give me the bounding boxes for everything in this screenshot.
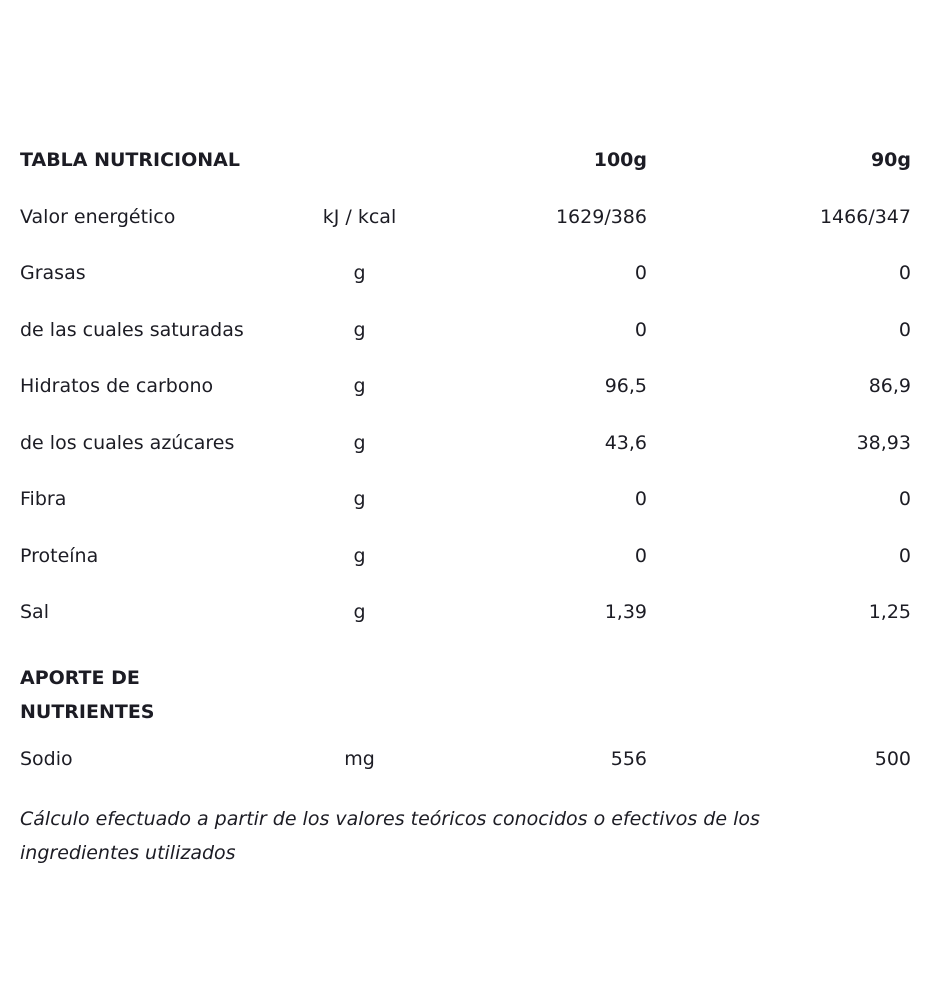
value-per-100g: 96,5 (604, 375, 647, 397)
section-title: APORTE DE NUTRIENTES (20, 666, 155, 723)
table-row (20, 197, 911, 254)
unit-label: mg (344, 747, 375, 770)
unit-cell (353, 479, 366, 519)
unit-label: g (353, 262, 366, 284)
nutrient-label: Valor energético (20, 205, 176, 228)
table-title: TABLA NUTRICIONAL (20, 149, 240, 171)
value-per-100g: 1629/386 (555, 205, 647, 228)
nutrient-label: de los cuales azúcares (20, 431, 235, 454)
nutrition-table (20, 140, 911, 870)
unit-cell (353, 536, 366, 576)
unit-label: kJ / kcal (322, 205, 397, 228)
table-row (20, 479, 911, 536)
value-per-90g: 1466/347 (819, 205, 911, 228)
nutrient-contribution-section (20, 649, 911, 739)
section-rows (20, 739, 911, 796)
nutrient-label: Sodio (20, 747, 73, 770)
value-per-100g: 0 (634, 262, 647, 284)
value-per-100g: 0 (634, 544, 647, 567)
value-per-100g: 1,39 (604, 601, 647, 623)
value-per-90g: 86,9 (868, 375, 911, 397)
value-per-100g: 556 (610, 747, 647, 770)
value-per-90g: 0 (898, 488, 911, 510)
value-per-90g: 0 (898, 262, 911, 284)
unit-cell (353, 423, 366, 463)
table-row (20, 253, 911, 310)
nutrient-label: Proteína (20, 544, 99, 567)
value-per-90g: 0 (898, 318, 911, 341)
unit-cell (344, 739, 375, 779)
value-per-100g: 0 (634, 488, 647, 510)
unit-cell (353, 592, 366, 632)
unit-label: g (353, 488, 366, 510)
table-row (20, 739, 911, 796)
value-per-90g: 38,93 (856, 431, 911, 454)
nutrient-label: Fibra (20, 488, 67, 510)
value-per-90g: 1,25 (868, 601, 911, 623)
unit-cell (353, 253, 366, 293)
unit-label: g (353, 601, 366, 623)
column-header-90g: 90g (870, 149, 911, 171)
value-per-90g: 500 (874, 747, 911, 770)
unit-label: g (353, 431, 366, 454)
value-per-90g: 0 (898, 544, 911, 567)
column-header-100g: 100g (593, 149, 647, 171)
table-row (20, 592, 911, 649)
unit-cell (353, 310, 366, 350)
value-per-100g: 43,6 (604, 431, 647, 454)
nutrient-label: de las cuales saturadas (20, 318, 244, 341)
unit-label: g (353, 544, 366, 567)
nutrient-label: Grasas (20, 262, 86, 284)
table-row (20, 423, 911, 480)
table-row (20, 310, 911, 367)
unit-label: g (353, 375, 366, 397)
table-header-row (20, 140, 911, 197)
table-row (20, 366, 911, 423)
table-row (20, 536, 911, 593)
nutrient-label: Hidratos de carbono (20, 375, 214, 397)
unit-label: g (353, 318, 366, 341)
nutrient-label: Sal (20, 601, 49, 623)
unit-cell (322, 197, 397, 237)
calculation-note: Cálculo efectuado a partir de los valores teóricos conocidos o efectivos de los ingredientes utilizados (20, 808, 760, 864)
value-per-100g: 0 (634, 318, 647, 341)
nutrient-rows (20, 197, 911, 649)
unit-cell (353, 366, 366, 406)
